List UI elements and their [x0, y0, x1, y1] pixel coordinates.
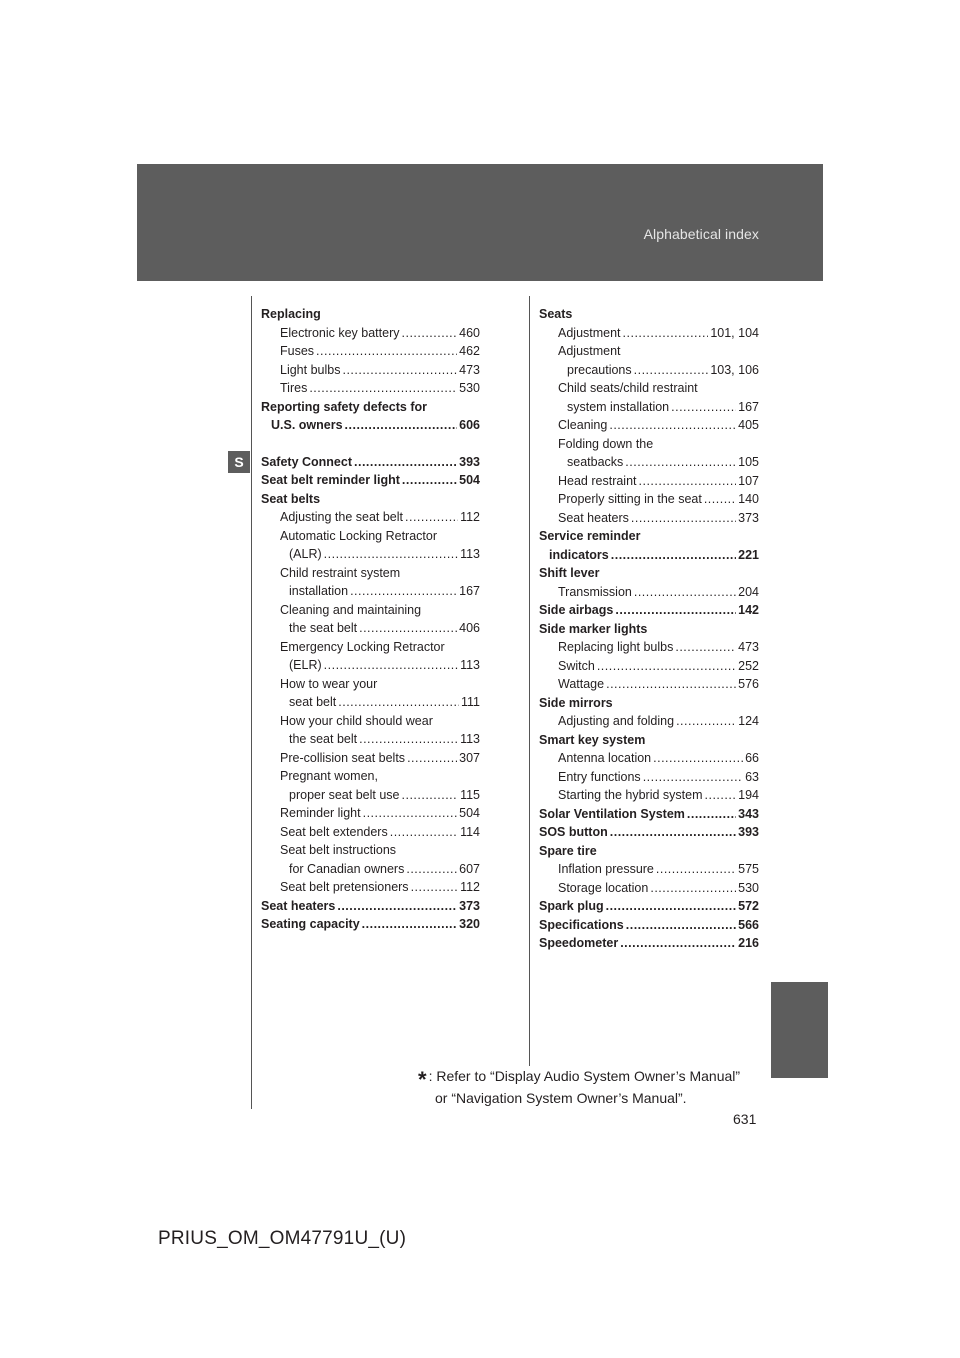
index-subentry	[539, 361, 759, 380]
index-subentry	[539, 398, 759, 417]
entry-page-number: 504	[459, 473, 480, 487]
dot-leader	[705, 786, 737, 805]
index-subentry	[539, 749, 759, 768]
entry-term: Transmission	[558, 584, 632, 599]
index-subentry	[261, 601, 480, 620]
entry-page-number: 530	[459, 381, 480, 395]
footnote-line-2: or “Navigation System Owner’s Manual”.	[435, 1090, 687, 1106]
entry-term: seatbacks	[567, 455, 624, 469]
entry-term: SOS button	[539, 825, 608, 839]
entry-spacer	[261, 435, 480, 453]
entry-page-number: 607	[459, 861, 480, 876]
entry-term: Replacing	[261, 307, 321, 321]
dot-leader	[653, 749, 743, 768]
entry-term: Pregnant women,	[280, 769, 378, 783]
entry-term: Solar Ventilation System	[539, 806, 685, 821]
entry-term: Folding down the	[558, 436, 654, 451]
entry-page-number: 216	[738, 936, 759, 950]
index-subentry	[261, 823, 480, 842]
entry-term: Antenna location	[558, 751, 652, 765]
index-entry	[539, 842, 759, 861]
index-entry	[539, 546, 759, 565]
thumb-index-tab	[771, 982, 828, 1078]
dot-leader	[643, 768, 743, 787]
dot-leader	[324, 545, 458, 564]
index-entry	[539, 823, 759, 842]
entry-term: proper seat belt use	[289, 787, 400, 802]
entry-term: U.S. owners	[271, 418, 343, 432]
dot-leader	[405, 508, 458, 527]
entry-page-number: 606	[459, 418, 480, 432]
dot-leader	[362, 915, 457, 934]
entry-term: seat belt	[289, 695, 337, 709]
entry-term: Cleaning	[558, 418, 608, 432]
dot-leader	[623, 324, 709, 343]
dot-leader	[316, 342, 457, 361]
index-subentry	[261, 656, 480, 675]
entry-term: Seat belt instructions	[280, 843, 397, 857]
index-subentry	[261, 564, 480, 583]
dot-leader	[411, 878, 459, 897]
entry-page-number: 105	[738, 455, 759, 469]
entry-term: Light bulbs	[280, 362, 341, 377]
entry-term: (ELR)	[289, 658, 322, 672]
index-entry	[261, 471, 480, 490]
dot-leader	[345, 416, 458, 435]
entry-page-number: 566	[738, 917, 759, 932]
entry-term: Entry functions	[558, 769, 641, 784]
index-entry	[261, 398, 480, 417]
dot-leader	[671, 398, 736, 417]
dot-leader	[324, 656, 458, 675]
entry-page-number: 113	[460, 658, 480, 672]
index-subentry	[539, 453, 759, 472]
entry-page-number: 393	[459, 454, 480, 469]
index-entry	[261, 915, 480, 934]
entry-term: the seat belt	[289, 621, 358, 635]
center-column-rule	[529, 296, 530, 1066]
entry-page-number: 405	[738, 418, 759, 432]
entry-page-number: 63	[745, 769, 759, 784]
dot-leader	[407, 749, 457, 768]
entry-page-number: 140	[738, 492, 759, 506]
index-subentry	[539, 675, 759, 694]
entry-page-number: 103, 106	[710, 362, 759, 377]
entry-page-number: 393	[738, 825, 759, 839]
index-subentry	[261, 804, 480, 823]
index-subentry	[539, 768, 759, 787]
entry-term: Pre-collision seat belts	[280, 750, 406, 765]
entry-page-number: 343	[738, 806, 759, 821]
dot-leader	[402, 324, 458, 343]
page-number: 631	[733, 1111, 757, 1127]
index-subentry	[261, 619, 480, 638]
section-title: Alphabetical index	[643, 226, 759, 242]
dot-leader	[309, 379, 457, 398]
dot-leader	[631, 509, 736, 528]
entry-term: Seat belt reminder light	[261, 473, 400, 487]
index-subentry	[261, 638, 480, 657]
entry-term: Shift lever	[539, 566, 600, 580]
entry-term: Switch	[558, 658, 595, 673]
letter-tab-marker: S	[228, 451, 250, 473]
index-entry	[539, 620, 759, 639]
dot-leader	[656, 860, 736, 879]
entry-term: Safety Connect	[261, 454, 352, 469]
entry-term: Service reminder	[539, 529, 641, 543]
entry-term: Cleaning and maintaining	[280, 602, 422, 617]
dot-leader	[597, 657, 736, 676]
dot-leader	[338, 693, 459, 712]
index-subentry	[539, 472, 759, 491]
index-subentry	[539, 786, 759, 805]
dot-leader	[337, 897, 457, 916]
entry-term: Seat heaters	[261, 898, 336, 913]
footnote-line-1: : Refer to “Display Audio System Owner’s Manual”	[428, 1068, 741, 1084]
entry-page-number: 113	[460, 732, 480, 746]
entry-page-number: 504	[459, 806, 480, 820]
entry-term: How to wear your	[280, 676, 378, 691]
index-subentry	[539, 583, 759, 602]
entry-page-number: 572	[738, 899, 759, 913]
index-subentry	[261, 545, 480, 564]
index-subentry	[539, 509, 759, 528]
entry-page-number: 221	[738, 547, 759, 562]
entry-term: Reminder light	[280, 806, 361, 820]
entry-page-number: 530	[738, 880, 759, 895]
entry-page-number: 406	[459, 621, 480, 635]
entry-term: Child seats/child restraint	[558, 381, 698, 395]
index-subentry	[261, 379, 480, 398]
index-entry	[539, 564, 759, 583]
entry-page-number: 307	[459, 750, 480, 765]
index-subentry	[539, 435, 759, 454]
dot-leader	[350, 582, 457, 601]
dot-leader	[606, 897, 737, 916]
dot-leader	[402, 471, 457, 490]
entry-term: Emergency Locking Retractor	[280, 639, 445, 654]
entry-page-number: 462	[459, 344, 480, 358]
entry-page-number: 252	[738, 658, 759, 673]
index-entry	[539, 897, 759, 916]
footnote	[418, 1067, 740, 1108]
dot-leader	[634, 361, 709, 380]
dot-leader	[626, 916, 736, 935]
entry-page-number: 114	[460, 824, 480, 839]
entry-term: Inflation pressure	[558, 862, 654, 876]
entry-term: installation	[289, 584, 349, 598]
entry-page-number: 101, 104	[710, 325, 759, 340]
dot-leader	[620, 934, 736, 953]
index-entry	[539, 305, 759, 324]
entry-term: Seat belt extenders	[280, 824, 388, 839]
index-entry	[539, 731, 759, 750]
entry-page-number: 373	[459, 898, 480, 913]
dot-leader	[402, 786, 459, 805]
dot-leader	[687, 805, 736, 824]
index-subentry	[261, 527, 480, 546]
entry-term: How your child should wear	[280, 713, 433, 728]
footnote-marker: *	[418, 1067, 427, 1092]
dot-leader	[342, 361, 457, 380]
entry-page-number: 473	[459, 362, 480, 377]
entry-page-number: 107	[738, 473, 759, 488]
entry-page-number: 576	[738, 677, 759, 691]
index-subentry	[539, 379, 759, 398]
entry-page-number: 167	[738, 399, 759, 414]
index-subentry	[261, 767, 480, 786]
index-subentry	[539, 342, 759, 361]
index-subentry	[261, 712, 480, 731]
entry-page-number: 112	[460, 510, 480, 524]
index-entry	[539, 805, 759, 824]
index-entry	[539, 601, 759, 620]
entry-page-number: 115	[460, 787, 480, 802]
index-subentry	[261, 693, 480, 712]
dot-leader	[406, 860, 457, 879]
entry-term: Starting the hybrid system	[558, 788, 703, 802]
dot-leader	[675, 638, 736, 657]
left-column-rule	[251, 296, 252, 1109]
index-subentry	[261, 508, 480, 527]
entry-term: Adjustment	[558, 325, 621, 340]
index-entry	[261, 453, 480, 472]
entry-page-number: 373	[738, 510, 759, 525]
entry-term: Replacing light bulbs	[558, 640, 674, 654]
index-subentry	[539, 490, 759, 509]
index-subentry	[261, 324, 480, 343]
dot-leader	[609, 416, 736, 435]
entry-term: Automatic Locking Retractor	[280, 528, 438, 543]
index-entry	[261, 490, 480, 509]
entry-term: Seats	[539, 307, 573, 321]
index-subentry	[539, 712, 759, 731]
entry-page-number: 473	[738, 640, 759, 654]
index-subentry	[261, 675, 480, 694]
document-code: PRIUS_OM_OM47791U_(U)	[158, 1228, 407, 1249]
dot-leader	[634, 583, 736, 602]
index-entry	[539, 934, 759, 953]
entry-term: Side marker lights	[539, 621, 648, 636]
index-entry	[539, 527, 759, 546]
entry-term: Wattage	[558, 677, 605, 691]
entry-term: Spare tire	[539, 843, 597, 858]
entry-page-number: 113	[460, 547, 480, 561]
entry-term: Adjusting the seat belt	[280, 510, 403, 524]
entry-term: Spark plug	[539, 899, 604, 913]
entry-term: Seat belts	[261, 491, 321, 506]
entry-term: Adjusting and folding	[558, 714, 675, 728]
index-subentry	[539, 657, 759, 676]
index-column-left	[261, 305, 480, 934]
dot-leader	[359, 730, 458, 749]
entry-page-number: 575	[738, 862, 759, 876]
dot-leader	[606, 675, 736, 694]
entry-term: Side airbags	[539, 603, 614, 617]
dot-leader	[354, 453, 457, 472]
index-subentry	[261, 342, 480, 361]
entry-page-number: 204	[738, 584, 759, 599]
index-subentry	[539, 638, 759, 657]
dot-leader	[704, 490, 736, 509]
entry-term: the seat belt	[289, 732, 358, 746]
index-subentry	[539, 324, 759, 343]
dot-leader	[611, 546, 736, 565]
index-subentry	[261, 860, 480, 879]
dot-leader	[615, 601, 736, 620]
entry-term: Seat belt pretensioners	[280, 880, 409, 894]
entry-term: Tires	[280, 381, 308, 395]
index-subentry	[539, 879, 759, 898]
dot-leader	[363, 804, 458, 823]
index-entry	[261, 897, 480, 916]
header-band	[137, 164, 823, 281]
index-entry	[261, 305, 480, 324]
entry-term: Side mirrors	[539, 695, 613, 710]
entry-term: system installation	[567, 399, 670, 414]
entry-page-number: 124	[738, 714, 759, 728]
entry-term: Seating capacity	[261, 917, 360, 931]
entry-term: Seat heaters	[558, 510, 629, 525]
entry-term: Speedometer	[539, 936, 619, 950]
index-subentry	[261, 841, 480, 860]
entry-term: Electronic key battery	[280, 325, 400, 340]
dot-leader	[625, 453, 736, 472]
dot-leader	[676, 712, 736, 731]
index-subentry	[261, 786, 480, 805]
index-subentry	[539, 416, 759, 435]
index-subentry	[261, 582, 480, 601]
entry-term: precautions	[567, 362, 632, 377]
entry-term: Fuses	[280, 344, 315, 358]
index-subentry	[261, 749, 480, 768]
entry-term: (ALR)	[289, 547, 322, 561]
entry-term: for Canadian owners	[289, 861, 405, 876]
entry-page-number: 167	[459, 584, 480, 598]
index-entry	[539, 694, 759, 713]
index-subentry	[261, 730, 480, 749]
entry-page-number: 112	[460, 880, 480, 894]
entry-page-number: 111	[460, 695, 480, 709]
index-entry	[539, 916, 759, 935]
entry-term: Properly sitting in the seat	[558, 492, 702, 506]
entry-page-number: 194	[738, 788, 759, 802]
index-column-right	[539, 305, 759, 953]
entry-term: Head restraint	[558, 473, 637, 488]
entry-term: Adjustment	[558, 344, 621, 358]
entry-term: Smart key system	[539, 732, 646, 747]
dot-leader	[650, 879, 736, 898]
entry-term: Specifications	[539, 917, 624, 932]
entry-page-number: 142	[738, 603, 759, 617]
dot-leader	[610, 823, 736, 842]
dot-leader	[639, 472, 737, 491]
index-entry	[261, 416, 480, 435]
entry-page-number: 460	[459, 325, 480, 340]
entry-term: Storage location	[558, 880, 649, 895]
entry-page-number: 320	[459, 917, 480, 931]
index-subentry	[261, 361, 480, 380]
entry-term: Reporting safety defects for	[261, 399, 428, 414]
index-subentry	[261, 878, 480, 897]
index-subentry	[539, 860, 759, 879]
entry-term: indicators	[549, 547, 609, 562]
dot-leader	[359, 619, 457, 638]
entry-page-number: 66	[745, 751, 759, 765]
dot-leader	[390, 823, 458, 842]
entry-term: Child restraint system	[280, 565, 401, 580]
